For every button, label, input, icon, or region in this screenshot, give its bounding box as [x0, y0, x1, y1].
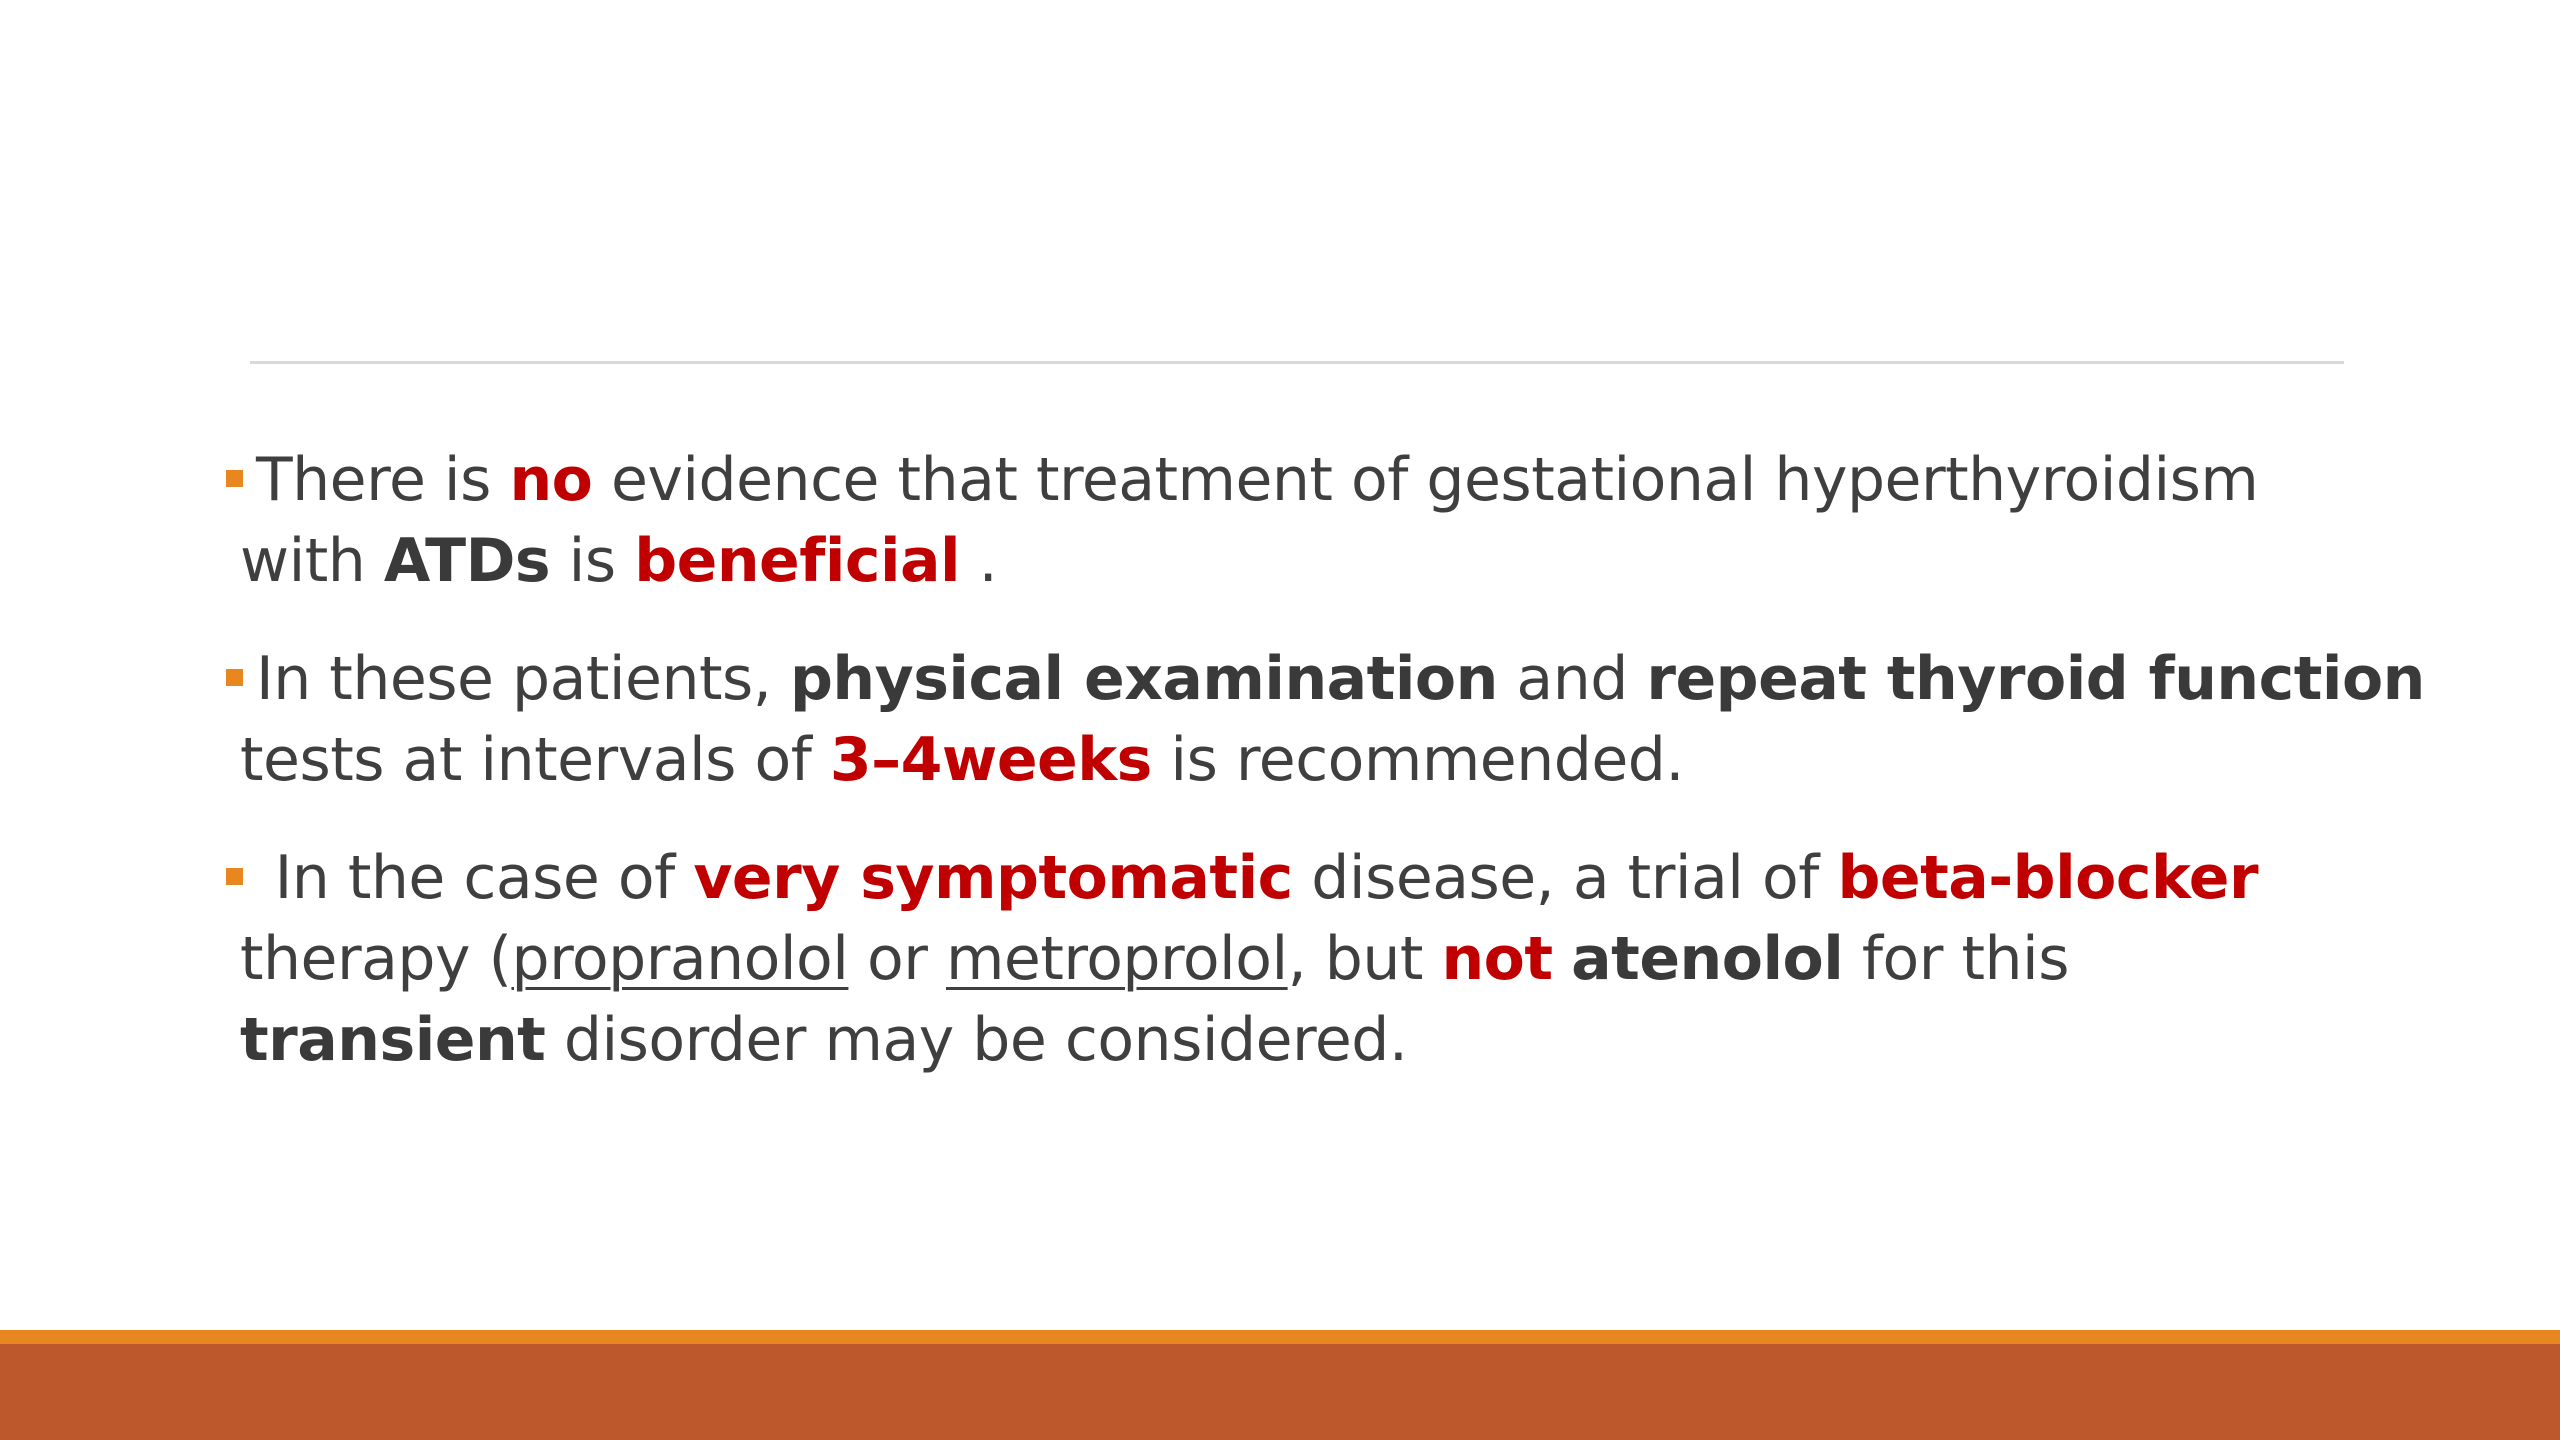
text-segment: tests at intervals of [240, 725, 830, 795]
bold-physical-examination: physical examination [789, 644, 1498, 714]
text-segment: and [1497, 644, 1647, 714]
underline-metroprolol: metroprolol [945, 924, 1288, 994]
text-segment: There is [256, 445, 510, 515]
bullet-2-line-1 [256, 639, 2425, 720]
bold-transient: transient [240, 1005, 546, 1075]
bullet-1-line-1 [256, 440, 2382, 521]
text-segment: , but [1287, 924, 1442, 994]
emphasis-weeks: 3–4weeks [829, 725, 1152, 795]
bullet-list [222, 440, 2425, 1118]
bullet-item-1 [222, 440, 2382, 602]
text-segment [1553, 924, 1572, 994]
text-segment: with [240, 526, 384, 596]
bullet-1-line-2 [240, 521, 2382, 602]
bullet-3-line-1 [256, 838, 2382, 919]
square-bullet-icon [226, 868, 243, 885]
bullet-item-3 [222, 838, 2382, 1081]
text-segment: disorder may be considered. [545, 1005, 1408, 1075]
square-bullet-icon [226, 669, 243, 686]
text-segment: . [960, 526, 998, 596]
emphasis-beneficial: beneficial [634, 526, 961, 596]
emphasis-very-symptomatic: very symptomatic [693, 843, 1293, 913]
title-divider [250, 361, 2344, 364]
text-segment: In these patients, [256, 644, 790, 714]
emphasis-beta-blocker: beta-blocker [1837, 843, 2259, 913]
text-segment: is [550, 526, 635, 596]
bullet-3-line-2 [240, 919, 2382, 1000]
bold-atds: ATDs [383, 526, 551, 596]
bold-atenolol: atenolol [1571, 924, 1844, 994]
text-segment: for this [1843, 924, 2069, 994]
emphasis-not: not [1441, 924, 1553, 994]
text-segment: evidence that treatment of gestational hyperthyroidism [592, 445, 2259, 515]
text-segment: In the case of [256, 843, 694, 913]
underline-propranolol: propranolol [511, 924, 849, 994]
emphasis-no: no [509, 445, 593, 515]
footer-accent-stripe [0, 1330, 2560, 1344]
square-bullet-icon [226, 470, 243, 487]
bullet-item-2 [222, 639, 2425, 801]
text-segment: therapy ( [240, 924, 512, 994]
text-segment: is recommended. [1151, 725, 1684, 795]
bullet-2-line-2 [240, 720, 2382, 801]
footer-bar [0, 1344, 2560, 1440]
text-segment: or [848, 924, 946, 994]
bullet-3-line-3 [240, 1000, 2382, 1081]
text-segment: disease, a trial of [1292, 843, 1838, 913]
bold-repeat-thyroid-function: repeat thyroid function [1646, 644, 2425, 714]
